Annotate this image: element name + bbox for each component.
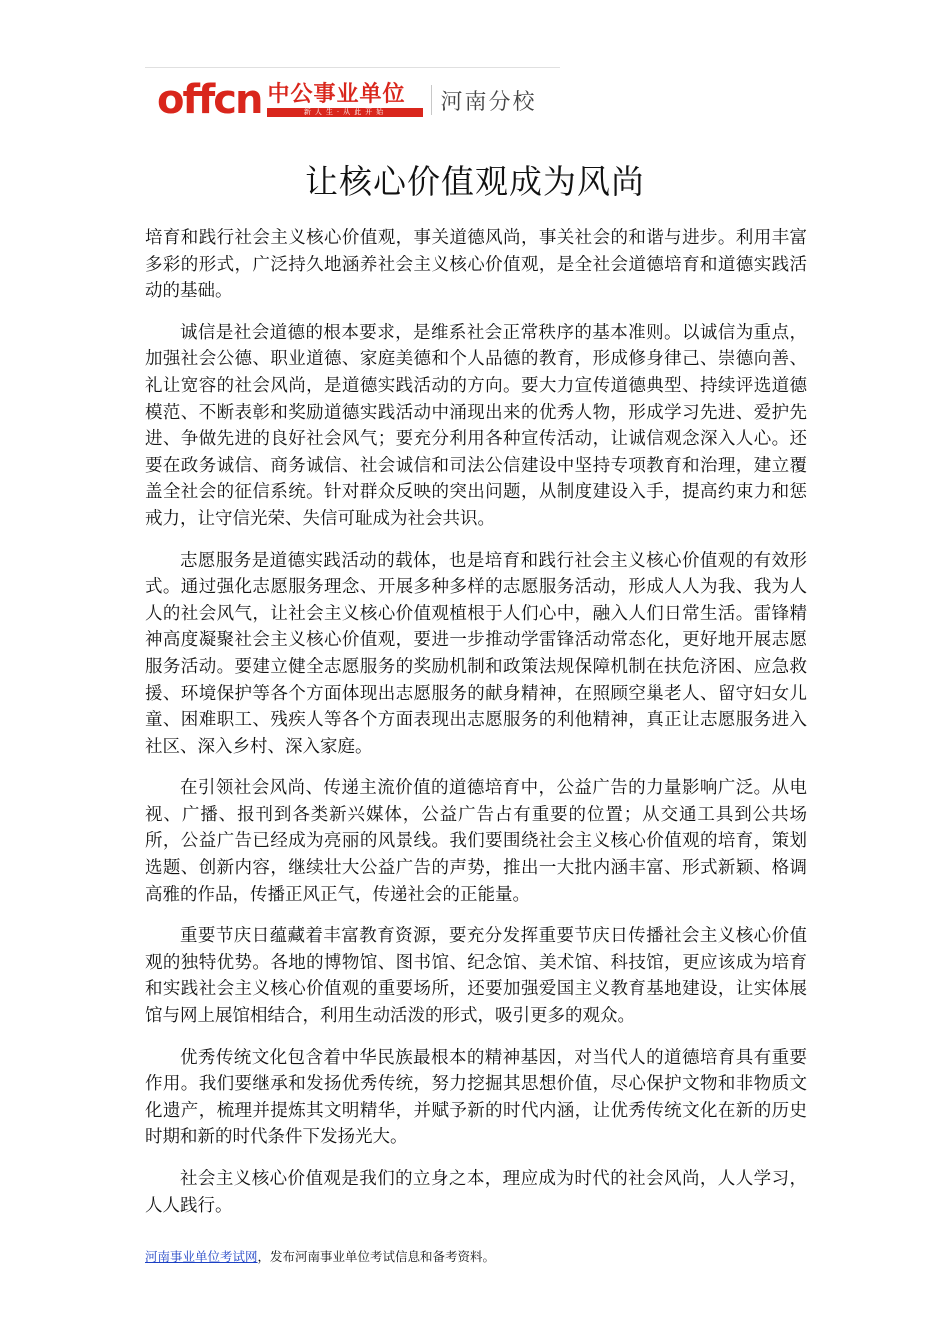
paragraph-2: 诚信是社会道德的根本要求，是维系社会正常秩序的基本准则。以诚信为重点，加强社会公德、职业道德、家庭美德和个人品德的教育，形成修身律己、崇德向善、礼让宽容的社会风尚，是道德实践活动的方向。要大力宣传道德典型、持续评选道德模范、不断表彰和奖励道德实践活动中涌现出来的优秀人物，形成学习先进、爱护先进、争做先进的良好社会风气；要充分利用各种宣传活动，让诚信观念深入人心。还要在政务诚信、商务诚信、社会诚信和司法公信建设中坚持专项教育和治理，建立覆盖全社会的征信系统。针对群众反映的突出问题，从制度建设入手，提高约束力和惩戒力，让守信光荣、失信可耻成为社会共识。 bbox=[145, 322, 807, 529]
logo-branch-text: 河南分校 bbox=[440, 89, 537, 115]
paragraph-6: 优秀传统文化包含着中华民族最根本的精神基因，对当代人的道德培育具有重要作用。我们要继承和发扬优秀传统，努力挖掘其思想价值，尽心保护文物和非物质文化遗产，梳理并提炼其文明精华，并赋予新的时代内涵，让优秀传统文化在新的历史时期和新的时代条件下发扬光大。 bbox=[145, 1047, 807, 1148]
logo-latin-text: offcn bbox=[157, 77, 262, 123]
footer-description: ，发布河南事业单位考试信息和备考资料。 bbox=[257, 1249, 496, 1264]
paragraph-3: 志愿服务是道德实践活动的载体，也是培育和践行社会主义核心价值观的有效形式。通过强化志愿服务理念、开展多种多样的志愿服务活动，形成人人为我、我为人人的社会风气，让社会主义核心价值观植根于人们心中，融入人们日常生活。雷锋精神高度凝聚社会主义核心价值观，要进一步推动学雷锋活动常态化，更好地开展志愿服务活动。要建立健全志愿服务的奖励机制和政策法规保障机制在扶危济困、应急救援、环境保护等各个方面体现出志愿服务的献身精神，在照顾空巢老人、留守妇女儿童、困难职工、残疾人等各个方面表现出志愿服务的利他精神，真正让志愿服务进入社区、深入乡村、深入家庭。 bbox=[145, 550, 807, 757]
logo-separator bbox=[431, 85, 432, 115]
logo-slogan: 新人生·从此开始 bbox=[267, 108, 423, 117]
paragraph-4: 在引领社会风尚、传递主流价值的道德培育中，公益广告的力量影响广泛。从电视、广播、报刊到各类新兴媒体，公益广告占有重要的位置；从交通工具到公共场所，公益广告已经成为亮丽的风景线。我们要围绕社会主义核心价值观的培育，策划选题、创新内容，继续壮大公益广告的声势，推出一大批内涵丰富、形式新颖、格调高雅的作品，传播正风正气，传递社会的正能量。 bbox=[145, 778, 807, 905]
logo-cn-block bbox=[267, 83, 423, 117]
paragraph-1: 培育和践行社会主义核心价值观，事关道德风尚，事关社会的和谐与进步。利用丰富多彩的形式，广泛持久地涵养社会主义核心价值观，是全社会道德培育和道德实践活动的基础。 bbox=[145, 228, 807, 302]
offcn-logo bbox=[157, 78, 537, 122]
page-footer bbox=[145, 1247, 495, 1265]
paragraph-5: 重要节庆日蕴藏着丰富教育资源，要充分发挥重要节庆日传播社会主义核心价值观的独特优势。各地的博物馆、图书馆、纪念馆、美术馆、科技馆，更应该成为培育和实践社会主义核心价值观的重要场所，还要加强爱国主义教育基地建设，让实体展馆与网上展馆相结合，利用生动活泼的形式，吸引更多的观众。 bbox=[145, 926, 807, 1027]
header-divider bbox=[145, 67, 560, 68]
paragraph-7: 社会主义核心价值观是我们的立身之本，理应成为时代的社会风尚，人人学习，人人践行。 bbox=[145, 1169, 807, 1216]
footer-site-link[interactable]: 河南事业单位考试网 bbox=[145, 1249, 258, 1264]
logo-cn-text: 中公事业单位 bbox=[267, 81, 406, 107]
document-title: 让核心价值观成为风尚 bbox=[305, 162, 645, 201]
document-body bbox=[145, 225, 807, 1234]
